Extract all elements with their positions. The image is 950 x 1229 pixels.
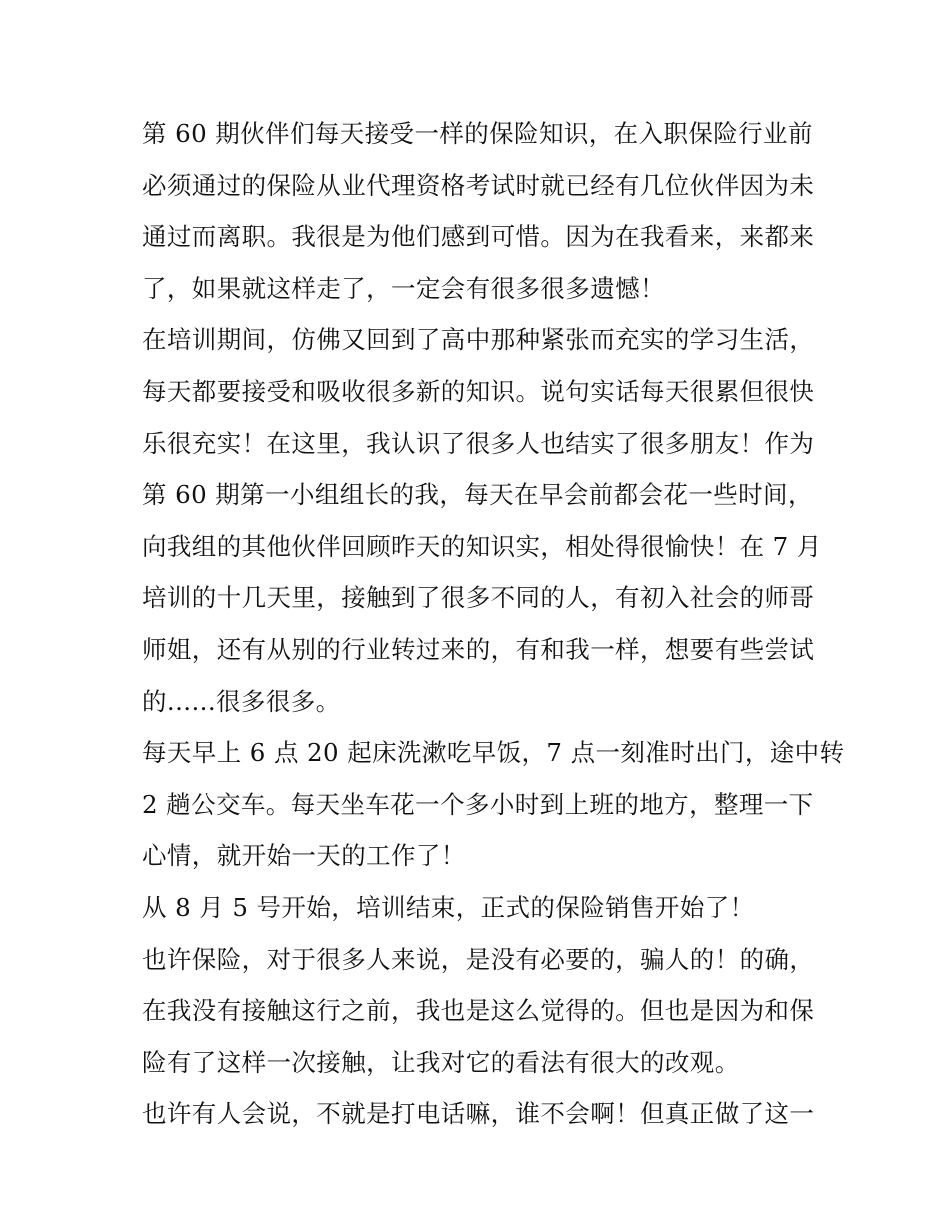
text-line: 在我没有接触这行之前，我也是这么觉得的。但也是因为和保 xyxy=(142,996,815,1026)
text-line: 心情，就开始一天的工作了！ xyxy=(142,841,466,871)
text-line: 每天都要接受和吸收很多新的知识。说句实话每天很累但很快 xyxy=(142,376,815,406)
text-line: 第 60 期第一小组组长的我，每天在早会前都会花一些时间， xyxy=(142,480,813,510)
text-line: 每天早上 6 点 20 起床洗漱吃早饭，7 点一刻准时出门，途中转 xyxy=(142,738,845,768)
text-line: 的......很多很多。 xyxy=(142,686,341,716)
text-line: 也许有人会说，不就是打电话嘛，谁不会啊！但真正做了这一 xyxy=(142,1099,815,1129)
text-line: 培训的十几天里，接触到了很多不同的人，有初入社会的师哥 xyxy=(142,583,815,613)
body-text xyxy=(142,108,845,1140)
text-line: 向我组的其他伙伴回顾昨天的知识实，相处得很愉快！在 7 月 xyxy=(142,531,822,561)
text-line: 第 60 期伙伴们每天接受一样的保险知识，在入职保险行业前 xyxy=(142,119,813,148)
text-line: 师姐，还有从别的行业转过来的，有和我一样，想要有些尝试 xyxy=(142,634,815,664)
text-line: 通过而离职。我很是为他们感到可惜。因为在我看来，来都来 xyxy=(142,222,815,252)
text-line: 在培训期间，仿佛又回到了高中那种紧张而充实的学习生活， xyxy=(142,325,815,355)
text-line: 也许保险，对于很多人来说，是没有必要的，骗人的！的确， xyxy=(142,944,815,974)
text-line: 必须通过的保险从业代理资格考试时就已经有几位伙伴因为未 xyxy=(142,170,815,200)
text-line: 从 8 月 5 号开始，培训结束，正式的保险销售开始了！ xyxy=(142,892,755,922)
text-line: 乐很充实！在这里，我认识了很多人也结实了很多朋友！作为 xyxy=(142,428,815,458)
text-line: 了，如果就这样走了，一定会有很多很多遗憾！ xyxy=(142,273,665,303)
text-line: 2 趟公交车。每天坐车花一个多小时到上班的地方，整理一下 xyxy=(142,789,814,819)
text-line: 险有了这样一次接触，让我对它的看法有很大的改观。 xyxy=(142,1047,740,1077)
